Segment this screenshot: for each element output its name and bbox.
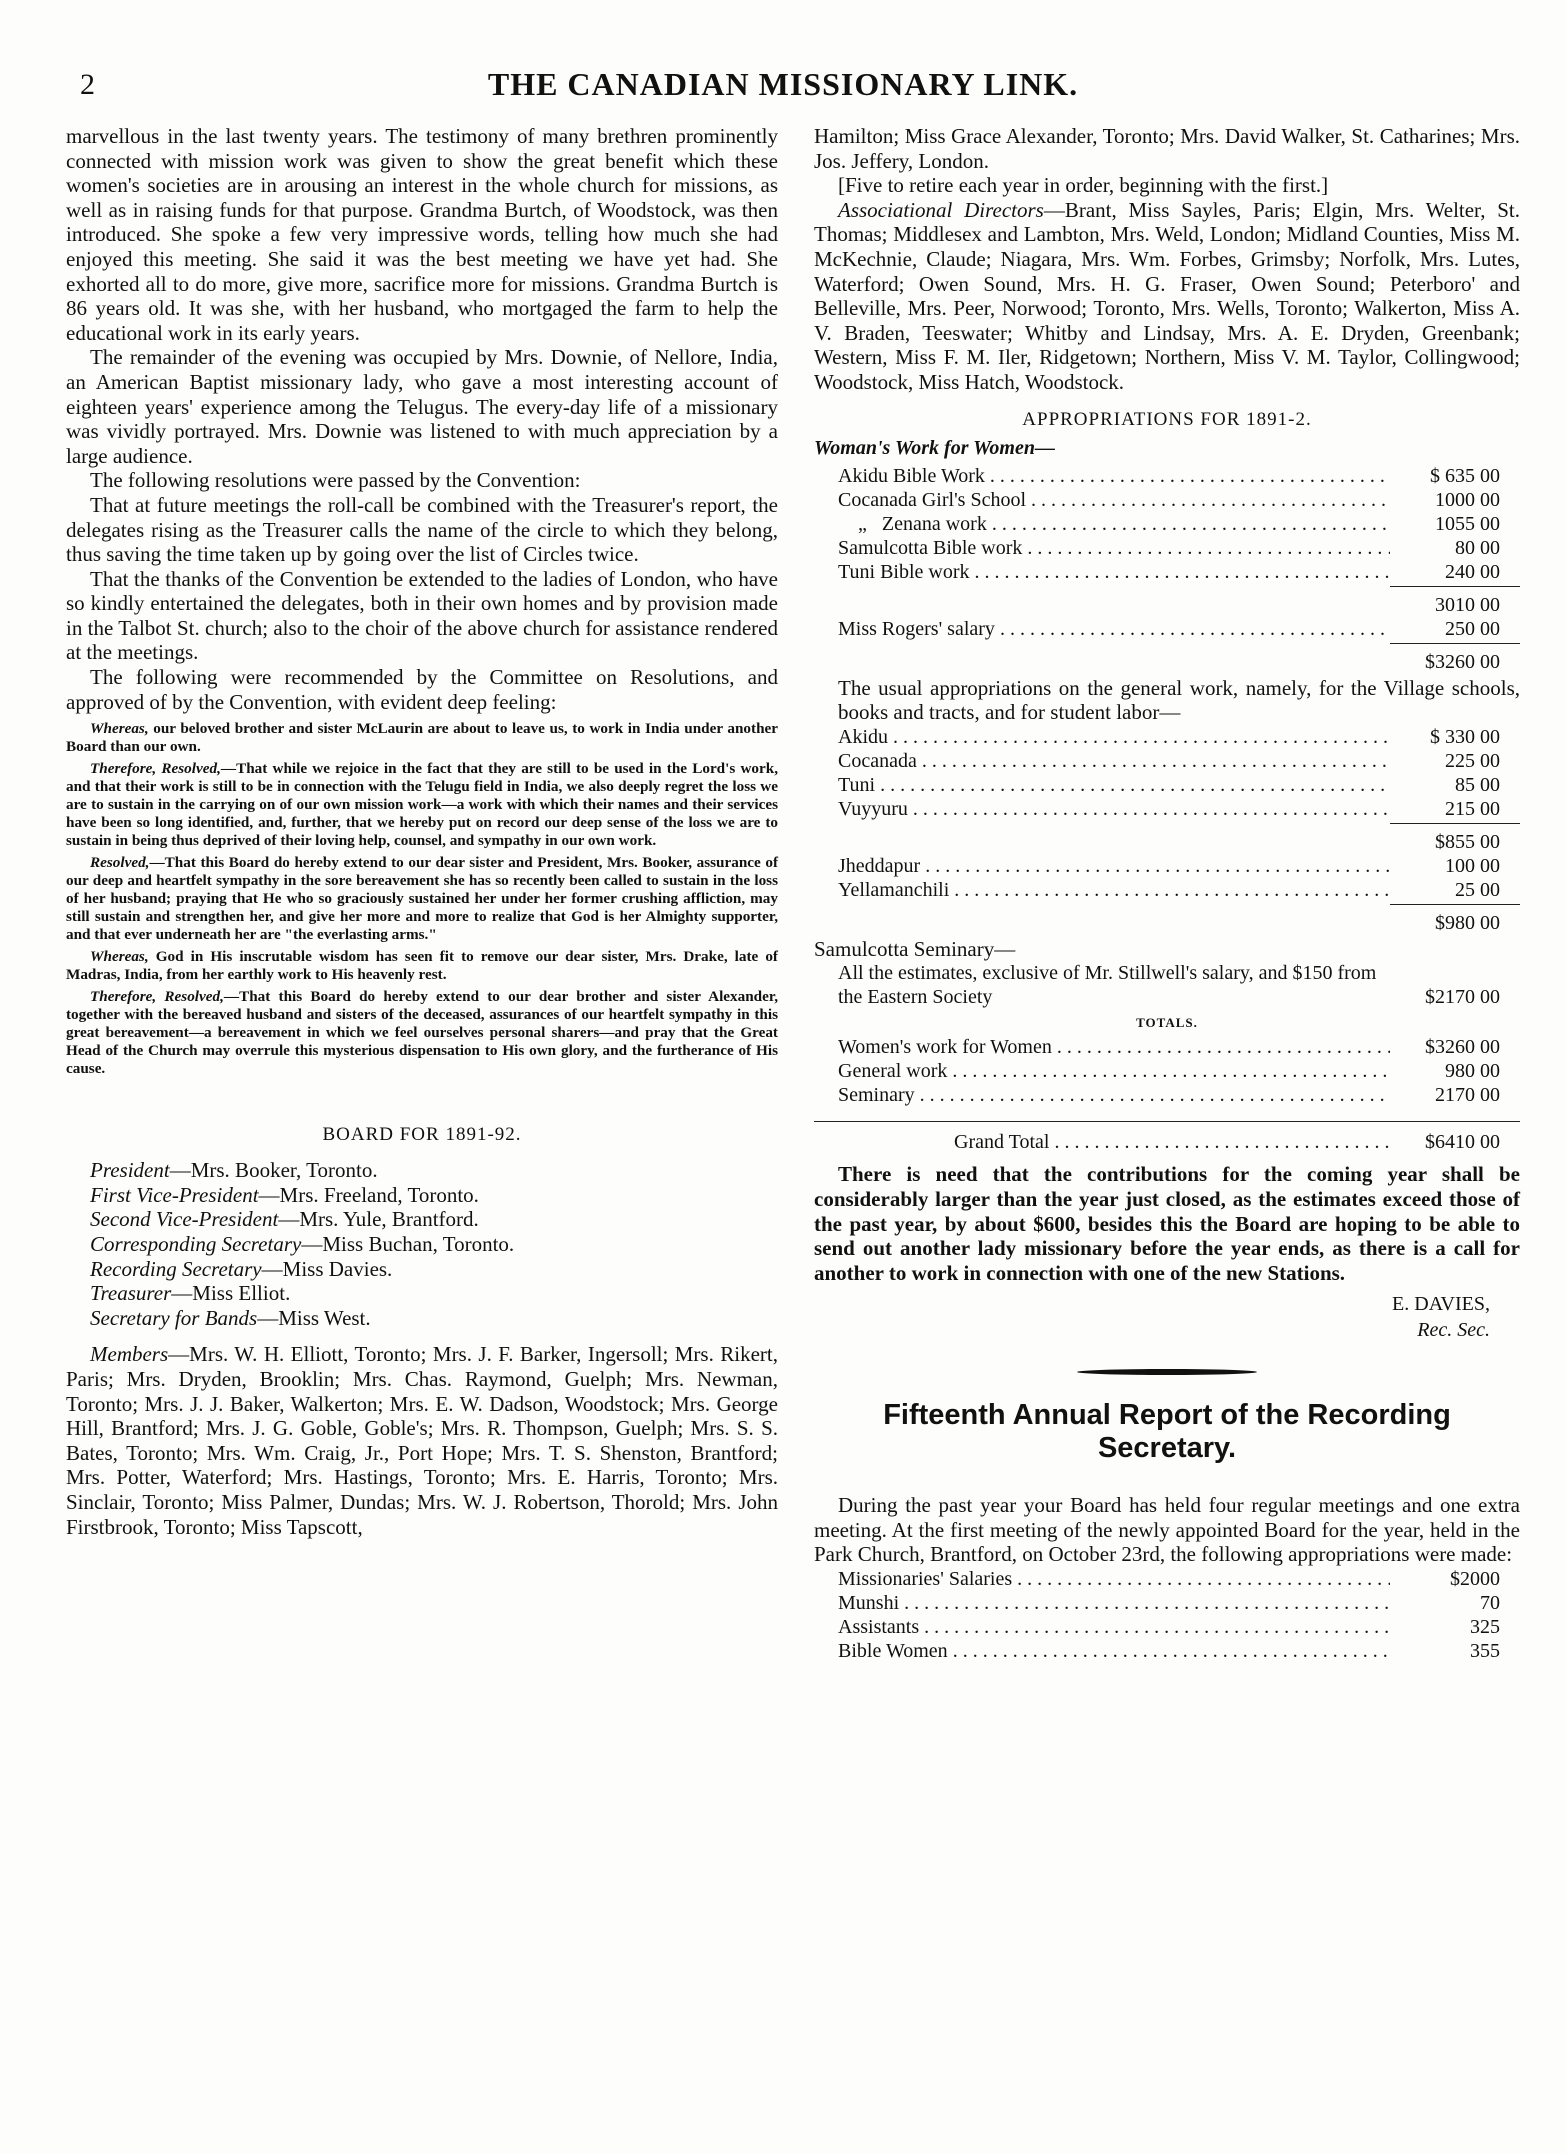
- paragraph: The remainder of the evening was occupied by Mrs. Downie, of Nellore, India, an American Baptist missionary lady, who gave a most interesting account of eighteen years' experience among the Telugus. The every-day life of a missionary was vividly portrayed. Mrs. Downie was listened to with much appreciation by a large audience.: [66, 345, 778, 468]
- officer: [66, 1306, 778, 1331]
- paragraph: That the thanks of the Convention be extended to the ladies of London, who have so kindly entertained the delegates, both in their own homes and by provision made in the Talbot St. church; also to the choir of the above church for assistance rendered at the meetings.: [66, 566, 778, 665]
- row-amount: 1055 00: [1435, 512, 1500, 535]
- row-label: Grand Total . . .: [954, 1130, 1390, 1154]
- table-row: [814, 749, 1520, 773]
- resolution: [66, 988, 778, 1078]
- subtotal: [814, 584, 1520, 617]
- resolution-label: Resolved,: [90, 854, 150, 872]
- row-amount: $ 330 00: [1430, 725, 1500, 748]
- row-label: Women's work for Women . . .: [838, 1035, 1390, 1059]
- table-row: [814, 1615, 1520, 1639]
- table-row: [814, 1059, 1520, 1083]
- resolution-text: our beloved brother and sister McLaurin are about to leave us, to work in India under another Board than our own.: [66, 720, 778, 756]
- row-amount: $ 635 00: [1430, 464, 1500, 487]
- row-amount: 240 00: [1445, 560, 1500, 583]
- left-column: [66, 124, 778, 1539]
- table-row: [814, 1591, 1520, 1615]
- resolution: [66, 720, 778, 756]
- subheading: Samulcotta Seminary—: [814, 936, 1016, 961]
- appropriations-table: [814, 1567, 1520, 1663]
- row-label: Seminary . . .: [838, 1083, 1390, 1107]
- row-amount: $6410 00: [1425, 1131, 1500, 1154]
- table-row: [814, 797, 1520, 821]
- right-column: [814, 124, 1520, 1663]
- page-header: [70, 66, 1496, 110]
- row-amount: $2170 00: [1425, 986, 1500, 1009]
- row-label: Yellamanchili . . .: [838, 878, 1390, 902]
- paragraph: That at future meetings the roll-call be combined with the Treasurer's report, the delegates rising as the Treasurer calls the name of the circle to which they belong, thus saving the time taken up by going over the list of Circles twice.: [66, 492, 778, 567]
- signature-title: Rec. Sec.: [1417, 1319, 1490, 1342]
- row-label: Bible Women . . .: [838, 1639, 1390, 1663]
- paragraph: [814, 198, 1520, 395]
- masthead-title: THE CANADIAN MISSIONARY LINK.: [487, 66, 1079, 102]
- row-label: Akidu Bible Work . . .: [838, 464, 1390, 488]
- officer-name: —Miss West.: [257, 1305, 371, 1330]
- paragraph: There is need that the contributions for the coming year shall be considerably larger than the year just closed, as the estimates exceed those of the past year, by about $600, besides this the Board are hoping to be able to send out another lady missionary before the year ends, as there is a call for another to work in connection with one of the new Stations.: [814, 1162, 1520, 1285]
- table-row: [814, 464, 1520, 488]
- table-row: [814, 773, 1520, 797]
- resolution: [66, 948, 778, 984]
- table-row: [814, 512, 1520, 536]
- row-label: Munshi . . .: [838, 1591, 1390, 1615]
- row-amount: 25 00: [1455, 878, 1500, 901]
- row-amount: 250 00: [1445, 617, 1500, 640]
- grand-total-row: [814, 1121, 1520, 1154]
- row-label: Cocanada Girl's School . . .: [838, 488, 1390, 512]
- officer: [66, 1207, 778, 1232]
- members-label: Members: [90, 1342, 169, 1367]
- resolution-label: Therefore, Resolved,: [90, 760, 221, 778]
- paragraph: The following resolutions were passed by the Convention:: [90, 468, 581, 493]
- officer-role: President: [90, 1158, 170, 1183]
- row-label: Miss Rogers' salary . . .: [838, 617, 1390, 641]
- row-amount: $3260 00: [1425, 1036, 1500, 1059]
- members-text: —Mrs. W. H. Elliott, Toronto; Mrs. J. F. Barker, Ingersoll; Mrs. Rikert, Paris; Mrs. Dryden, Brooklin; Mrs. Chas. Raymond, Guelph; Mrs. Newman, Toronto; Mrs. J. J. Baker, Walkerton; Mrs. E. W. Dadson, Woodstock; Mrs. George Hill, Brantford; Mrs. J. G. Goble, Goble's; Mrs. R. Thompson, Guelph; Mrs. S. S. Bates, Toronto; Mrs. Wm. Craig, Jr., Port Hope; Mrs. T. S. Shenston, Brantford; Mrs. Potter, Waterford; Mrs. Hastings, Toronto; Mrs. E. Harris, Toronto; Mrs. Sinclair, Toronto; Miss Palmer, Dundas; Mrs. W. J. Robertson, Thorold; Mrs. John Firstbrook, Toronto; Miss Tapscott,: [66, 1342, 778, 1539]
- row-amount: 100 00: [1445, 854, 1500, 877]
- row-label: Assistants . . .: [838, 1615, 1390, 1639]
- resolution-label: Whereas,: [90, 720, 149, 738]
- resolution-label: Therefore, Resolved,: [90, 988, 224, 1006]
- officer: [66, 1257, 778, 1282]
- row-amount: 1000 00: [1435, 488, 1500, 511]
- paragraph: marvellous in the last twenty years. The testimony of many brethren prominently connected with mission work was given to show the great benefit which these women's societies are in arousing an interest in the whole church for missions, as well as in raising funds for that purpose. Grandma Burtch, of Woodstock, was then introduced. She spoke a few very impressive words, telling how much she had enjoyed this meeting. She said it was the best meeting we have yet had. She exhorted all to do more, give more, sacrifice more for missions. Grandma Burtch is 86 years old. It was she, with her husband, who mortgaged the farm to help the educational work in its early years.: [66, 124, 778, 345]
- table-row: [814, 854, 1520, 878]
- subtotal-amount: 3010 00: [1390, 586, 1520, 617]
- table-row: [814, 961, 1520, 1009]
- paragraph: Hamilton; Miss Grace Alexander, Toronto; Mrs. David Walker, St. Catharines; Mrs. Jos. Jeffery, London.: [814, 124, 1520, 173]
- page-number: 2: [80, 68, 95, 101]
- note: [Five to retire each year in order, beginning with the first.]: [838, 173, 1329, 198]
- row-label: Missionaries' Salaries . . .: [838, 1567, 1390, 1591]
- row-amount: 980 00: [1445, 1060, 1500, 1083]
- row-amount: 80 00: [1455, 536, 1500, 559]
- officer-name: —Mrs. Freeland, Toronto.: [258, 1182, 479, 1207]
- resolution: [66, 854, 778, 944]
- table-row: [814, 1639, 1520, 1663]
- paragraph: During the past year your Board has held four regular meetings and one extra meeting. At the first meeting of the newly appointed Board for the year, held in the Park Church, Brantford, on October 23rd, the following appropriations were made:: [814, 1493, 1520, 1567]
- row-label: „ Zenana work . . .: [838, 512, 1390, 536]
- appropriations-heading: APPROPRIATIONS FOR 1891-2.: [1022, 408, 1312, 430]
- directors-text: —Brant, Miss Sayles, Paris; Elgin, Mrs. Welter, St. Thomas; Middlesex and Lambton, Mrs. Weld, London; Midland Counties, Miss M. McKechnie, Claude; Niagara, Mrs. Wm. Forbes, Grimsby; Norfolk, Mrs. Lutes, Waterford; Owen Sound, Mrs. H. G. Fraser, Owen Sound; Peterboro' and Belleville, Mrs. Peer, Norwood; Toronto, Mrs. Wells, Toronto; Walkerton, Miss A. V. Braden, Teeswater; Whitby and Lindsay, Mrs. A. E. Dryden, Greenbank; Western, Miss F. M. Iler, Ridgetown; Northern, Miss V. M. Taylor, Collingwood; Woodstock, Miss Hatch, Woodstock.: [814, 197, 1520, 394]
- row-amount: 2170 00: [1435, 1084, 1500, 1107]
- members-paragraph: [66, 1342, 778, 1539]
- officer-name: —Miss Buchan, Toronto.: [301, 1232, 515, 1257]
- resolution-label: Whereas,: [90, 948, 149, 966]
- officers-list: [66, 1158, 778, 1330]
- paragraph: The usual appropriations on the general work, namely, for the Village schools, books and tracts, and for student labor—: [838, 675, 1520, 725]
- table-row: [814, 725, 1520, 749]
- table-row: [814, 560, 1520, 584]
- appropriations-table: [814, 464, 1520, 1155]
- officer-name: —Miss Elliot.: [171, 1281, 291, 1306]
- subtotal-amount: $3260 00: [1390, 643, 1520, 674]
- officer: [66, 1158, 778, 1183]
- row-amount: 70: [1480, 1592, 1500, 1615]
- subtotal: [814, 821, 1520, 854]
- row-amount: 325: [1470, 1616, 1500, 1639]
- officer-role: Secretary for Bands: [90, 1305, 258, 1330]
- resolutions: [66, 720, 778, 1078]
- table-row: [814, 617, 1520, 641]
- row-amount: 215 00: [1445, 797, 1500, 820]
- board-heading: BOARD FOR 1891-92.: [322, 1124, 522, 1146]
- paragraph: The following were recommended by the Committee on Resolutions, and approved of by the Convention, with evident deep feeling:: [66, 665, 778, 714]
- officer-role: Treasurer: [90, 1281, 172, 1306]
- table-row: [814, 878, 1520, 902]
- officer-name: —Mrs. Booker, Toronto.: [169, 1158, 378, 1183]
- resolution-text: —That this Board do hereby extend to our dear sister and President, Mrs. Booker, assurance of our deep and heartfelt sympathy in the sore bereavement she has so recently been called to sustain in the loss of her husband; praying that He who so graciously sustained her under her former crushing affliction, may still sustain and strengthen her, and give her more and more to realize that God is her Almighty supporter, and that ever underneath her are "the everlasting arms.": [66, 854, 778, 944]
- officer: [66, 1281, 778, 1306]
- table-row: [814, 488, 1520, 512]
- subtotal: [814, 902, 1520, 935]
- row-label: Samulcotta Bible work . . .: [838, 536, 1390, 560]
- signature-name: E. DAVIES,: [1392, 1293, 1490, 1316]
- officer-role: First Vice-President: [90, 1182, 259, 1207]
- row-label: General work . . .: [838, 1059, 1390, 1083]
- row-amount: 85 00: [1455, 773, 1500, 796]
- officer-role: Corresponding Secretary: [90, 1232, 302, 1257]
- row-label: All the estimates, exclusive of Mr. Stillwell's salary, and $150 from the Eastern Society: [838, 962, 1377, 1009]
- row-label: Vuyyuru . . .: [838, 797, 1390, 821]
- signature: [814, 1291, 1520, 1343]
- resolution-text: God in His inscrutable wisdom has seen fit to remove our dear sister, Mrs. Drake, late of Madras, India, from her earthly work to His heavenly rest.: [66, 948, 778, 984]
- resolution-text: —That this Board do hereby extend to our dear brother and sister Alexander, together with the bereaved husband and sisters of the deceased, assurances of our heartfelt sympathy in this great bereavement—a bereavement in which we feel ourselves personal sharers—and pray that the Great Head of the Church may overrule this mysterious dispensation to His own glory, and the furtherance of His cause.: [66, 988, 778, 1078]
- subtotal-amount: $980 00: [1390, 904, 1520, 935]
- officer-name: —Miss Davies.: [261, 1256, 393, 1281]
- subheading: Woman's Work for Women—: [814, 436, 1055, 459]
- row-label: Cocanada . . .: [838, 749, 1390, 773]
- resolution: [66, 760, 778, 850]
- row-label: Tuni . . .: [838, 773, 1390, 797]
- resolution-text: —That while we rejoice in the fact that they are still to be used in the Lord's work, and that their work is still to be in connection with the Telugu field in India, we also deeply regret the loss we are to sustain in the carrying on of our own mission work—a work with which their names and their services have been so long identified, and, further, that we hereby put on record our deep sense of the loss we are to sustain in being thus deprived of their loving help, counsel, and sympathy in our own work.: [66, 760, 778, 850]
- row-label: Tuni Bible work . . .: [838, 560, 1390, 584]
- table-row: [814, 1035, 1520, 1059]
- officer-name: —Mrs. Yule, Brantford.: [278, 1207, 479, 1232]
- table-row: [814, 536, 1520, 560]
- officer: [66, 1183, 778, 1208]
- subtotal-amount: $855 00: [1390, 823, 1520, 854]
- table-row: [814, 1567, 1520, 1591]
- row-label: Jheddapur . . .: [838, 854, 1390, 878]
- row-amount: $2000: [1450, 1568, 1500, 1591]
- subtotal: [814, 641, 1520, 674]
- section-divider: [1077, 1369, 1257, 1375]
- officer-role: Recording Secretary: [90, 1256, 262, 1281]
- officer-role: Second Vice-President: [90, 1207, 279, 1232]
- row-amount: 355: [1470, 1640, 1500, 1663]
- row-amount: 225 00: [1445, 749, 1500, 772]
- directors-label: Associational Directors: [838, 197, 1044, 222]
- officer: [66, 1232, 778, 1257]
- table-row: [814, 1083, 1520, 1107]
- row-label: Akidu . . .: [838, 725, 1390, 749]
- report-title: Fifteenth Annual Report of the Recording Secretary.: [883, 1399, 1451, 1465]
- totals-heading: TOTALS.: [1136, 1015, 1198, 1031]
